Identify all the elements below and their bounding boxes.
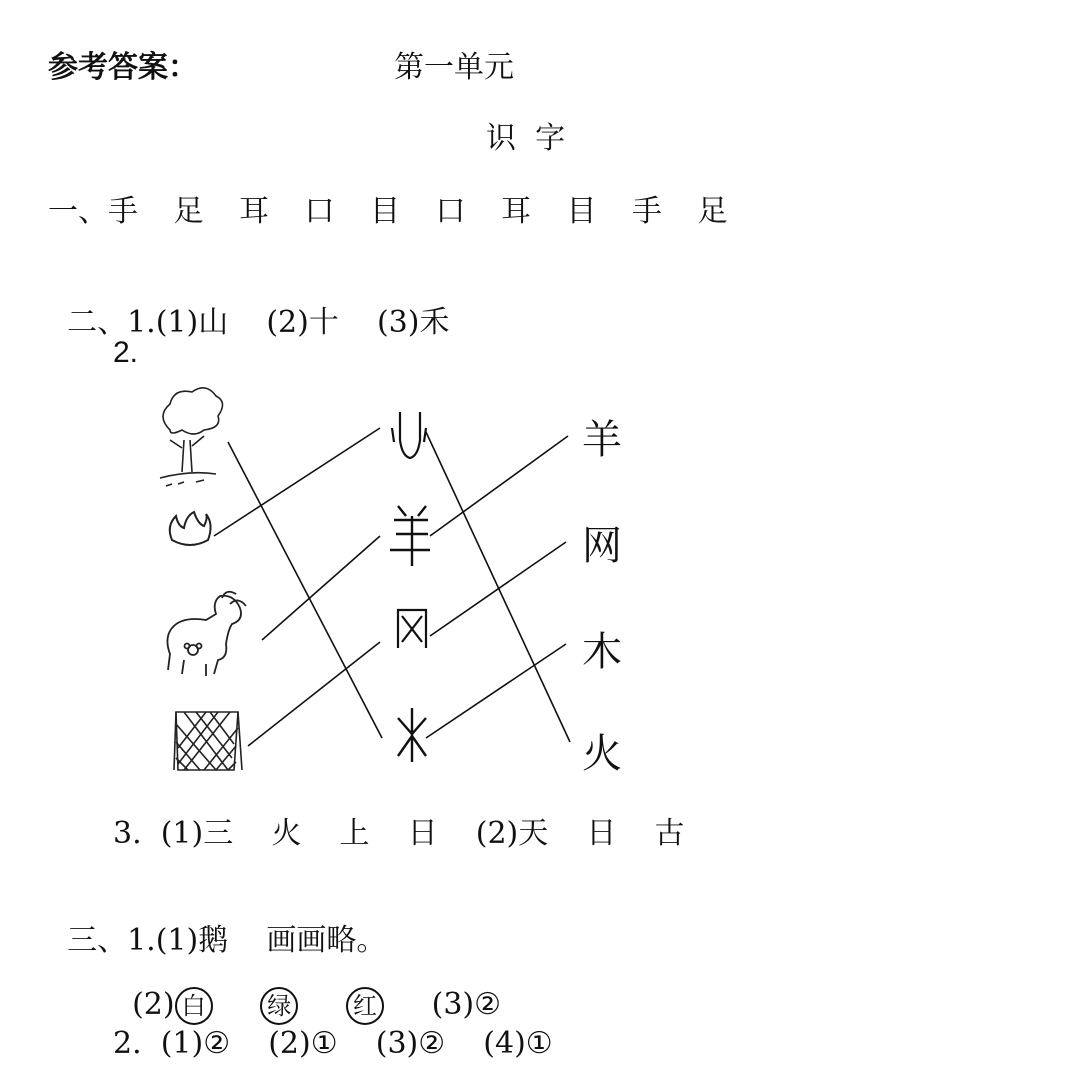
ancient-char-net — [398, 610, 426, 648]
circled-char-red: 红 — [346, 987, 384, 1025]
q1b-suffix: (3)② — [431, 987, 502, 1022]
match-line-wood-mu — [426, 644, 566, 738]
modern-char-2: 网 — [582, 523, 622, 569]
tree-icon — [160, 388, 223, 486]
lesson-title: 识 字 — [486, 121, 566, 156]
answer-char: 耳 — [239, 194, 269, 229]
circled-char-white: 白 — [175, 987, 213, 1025]
modern-char-1: 羊 — [582, 417, 622, 463]
answer-key-title: 参考答案： — [48, 50, 198, 85]
q1b-prefix: (2) — [132, 987, 175, 1022]
circled-char-green: 绿 — [260, 987, 298, 1025]
answer-char: 口 — [304, 194, 335, 229]
modern-char-3: 木 — [582, 629, 622, 675]
answer-char: 目 — [370, 194, 400, 229]
section-2-q1-text: 1.(1)山 (2)十 (3)禾 — [127, 305, 450, 340]
answer-char: 手 — [108, 194, 138, 229]
section-2-q2-label: 2. — [113, 336, 139, 369]
section-3-q1 — [48, 880, 386, 959]
answer-char: 口 — [435, 194, 466, 229]
match-line-fire-huo — [426, 432, 570, 742]
section-3-q1-text: 1.(1)鹅 画画略。 — [127, 923, 387, 958]
modern-char-4: 火 — [582, 731, 622, 777]
match-line-flame-fire — [214, 428, 380, 536]
net-icon — [174, 712, 242, 770]
answer-char: 足 — [173, 194, 204, 229]
section-2-label: 二、 — [67, 305, 128, 340]
flame-icon — [170, 512, 211, 545]
section-3-q1b — [113, 952, 501, 1025]
answer-char: 耳 — [501, 194, 531, 229]
section-1-label: 一、 — [48, 194, 108, 229]
match-line-net-wang — [430, 542, 566, 636]
ancient-char-wood — [398, 708, 426, 762]
ancient-char-fire — [392, 412, 426, 458]
answer-char: 目 — [566, 194, 597, 229]
match-line-tree-wood — [228, 442, 382, 738]
ancient-char-sheep — [390, 506, 430, 566]
section-3-label: 三、 — [67, 923, 128, 958]
match-line-net-net — [248, 642, 380, 746]
match-line-goat-sheep — [262, 536, 380, 640]
matching-lines — [214, 428, 570, 746]
answer-char: 足 — [697, 194, 728, 229]
answer-char: 手 — [632, 194, 662, 229]
goat-icon — [167, 592, 246, 676]
section-3-q2: 2. (1)② (2)① (3)② (4)① — [113, 1026, 553, 1061]
unit-title: 第一单元 — [394, 50, 514, 85]
section-2-q3: 3. (1)三 火 上 日 (2)天 日 古 — [113, 816, 685, 851]
